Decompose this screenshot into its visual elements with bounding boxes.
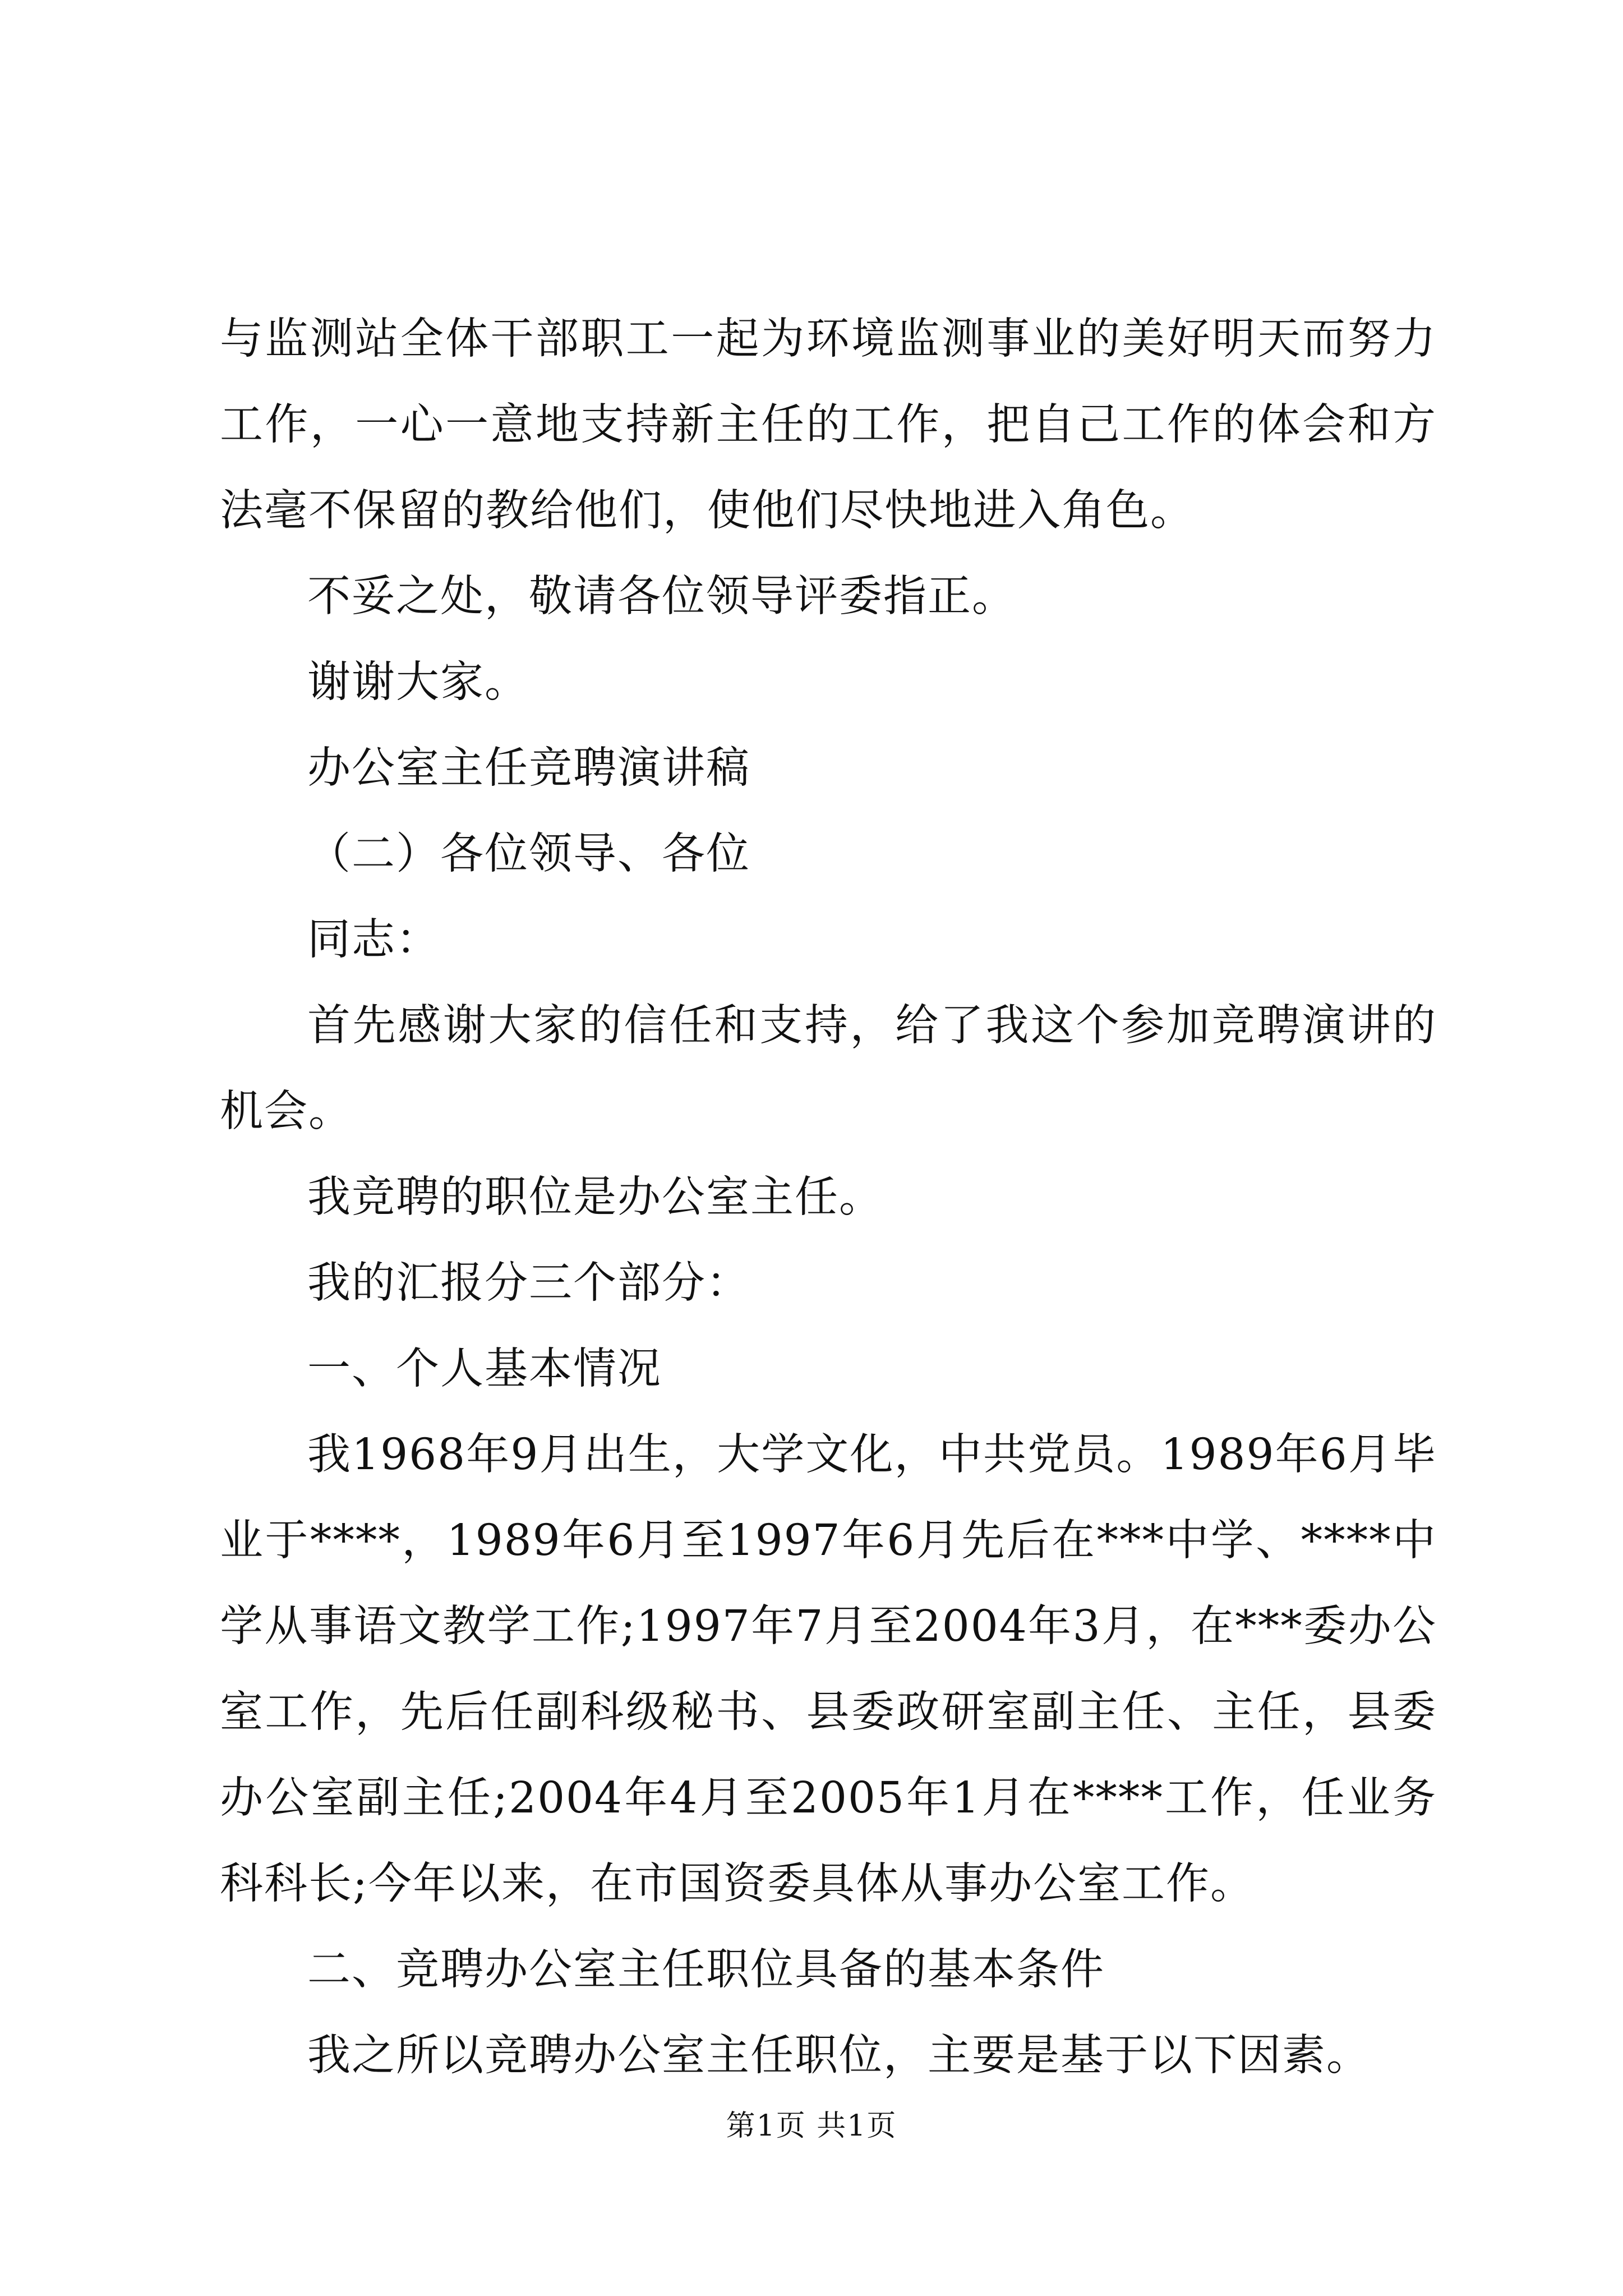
paragraph-outline: 我的汇报分三个部分： — [307, 1258, 750, 1308]
salutation: 同志： — [307, 915, 440, 965]
paragraph-reasons-intro: 我之所以竞聘办公室主任职位，主要是基于以下因素。 — [307, 2031, 1371, 2081]
speech-subtitle: （二）各位领导、各位 — [307, 829, 750, 879]
paragraph-thanks: 谢谢大家。 — [307, 657, 529, 707]
paragraph-closing-remark: 不妥之处，敬请各位领导评委指正。 — [307, 572, 1016, 622]
paragraph-position: 我竞聘的职位是办公室主任。 — [307, 1172, 883, 1222]
page-footer: 第1页 共1页 — [726, 2109, 897, 2143]
speech-title: 办公室主任竞聘演讲稿 — [307, 743, 750, 793]
document-body — [220, 296, 1437, 2099]
section-heading-2: 二、竞聘办公室主任职位具备的基本条件 — [307, 1945, 1105, 1995]
paragraph-opening: 首先感谢大家的信任和支持，给了我这个参加竞聘演讲的机会。 — [220, 1001, 1437, 1137]
section-heading-1: 一、个人基本情况 — [307, 1344, 662, 1394]
paragraph-biography: 我1968年9月出生，大学文化，中共党员。1989年6月毕业于****，1989年6月至1997年6月先后在***中学、****中学从事语文教学工作;1997年7月至2004年3月，在***委办公室工作，先后任副科级秘书、县委政研室副主任、主任，县委办公室副主任;2004年4月至2005年1月在****工作，任业务科科长;今年以来，在市国资委具体从事办公室工作。 — [220, 1430, 1437, 1909]
paragraph-continuation: 与监测站全体干部职工一起为环境监测事业的美好明天而努力工作，一心一意地支持新主任的工作，把自己工作的体会和方法毫不保留的教给他们，使他们尽快地进入角色。 — [220, 314, 1437, 536]
